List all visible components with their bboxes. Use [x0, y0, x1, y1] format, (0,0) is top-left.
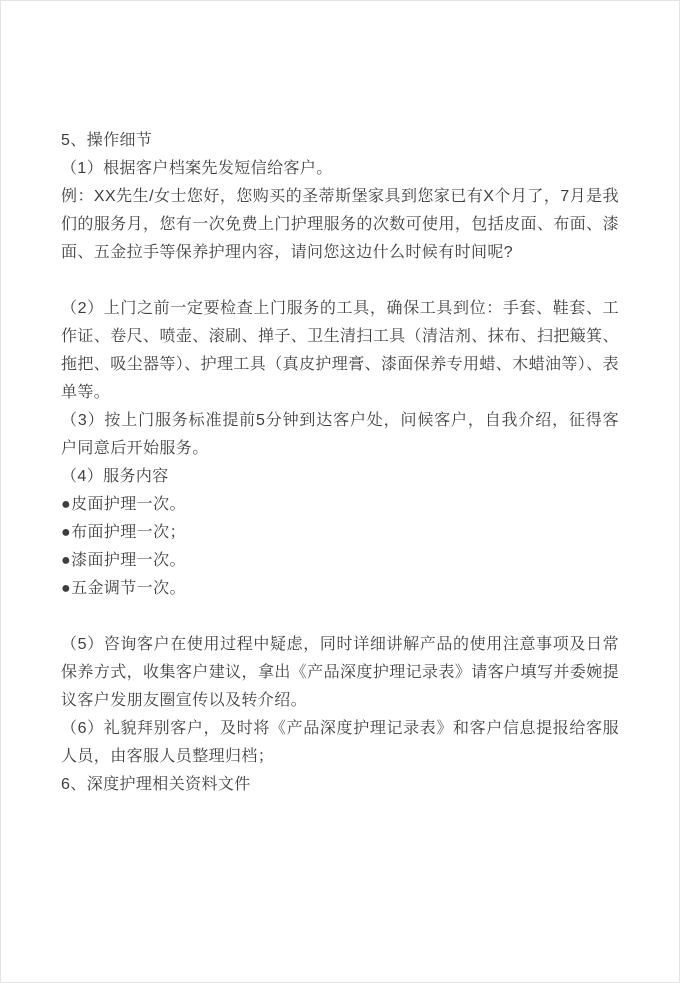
step-4-heading: （4）服务内容 [61, 468, 169, 485]
bullet-item-fabric-care: ●布面护理一次； [61, 524, 186, 541]
section-5-heading: 5、操作细节 [61, 132, 153, 149]
bullet-item-hardware-adjust: ●五金调节一次。 [61, 580, 186, 597]
step-1-text: （1）根据客户档案先发短信给客户。 [61, 160, 333, 177]
bullet-item-leather-care: ●皮面护理一次。 [61, 496, 186, 513]
step-6-text: （6）礼貌拜别客户，及时将《产品深度护理记录表》和客户信息提报给客服人员，由客服人员整理归档； [61, 720, 619, 765]
section-5-operation-details [61, 127, 619, 267]
step-3-text: （3）按上门服务标准提前5分钟到达客户处，问候客户，自我介绍，征得客户同意后开始服务。 [61, 412, 619, 457]
document-content [1, 1, 679, 799]
bullet-item-paint-care: ●漆面护理一次。 [61, 552, 186, 569]
sms-example-text: 例：XX先生/女士您好，您购买的圣蒂斯堡家具到您家已有X个月了，7月是我们的服务月，您有一次免费上门护理服务的次数可使用，包括皮面、布面、漆面、五金拉手等保养护理内容，请问您这边什么时候有时间呢? [61, 188, 619, 261]
step-5-text: （5）咨询客户在使用过程中疑虑，同时详细讲解产品的使用注意事项及日常保养方式，收集客户建议，拿出《产品深度护理记录表》请客户填写并委婉提议客户发朋友圈宣传以及转介绍。 [61, 636, 619, 709]
step-2-text: （2）上门之前一定要检查上门服务的工具，确保工具到位：手套、鞋套、工作证、卷尺、喷壶、滚刷、掸子、卫生清扫工具（清洁剂、抹布、扫把簸箕、拖把、吸尘器等）、护理工具（真皮护理膏、漆面保养专用蜡、木蜡油等）、表单等。 [61, 300, 620, 401]
section-6-heading: 6、深度护理相关资料文件 [61, 776, 251, 793]
step-4-service-content [61, 463, 619, 603]
